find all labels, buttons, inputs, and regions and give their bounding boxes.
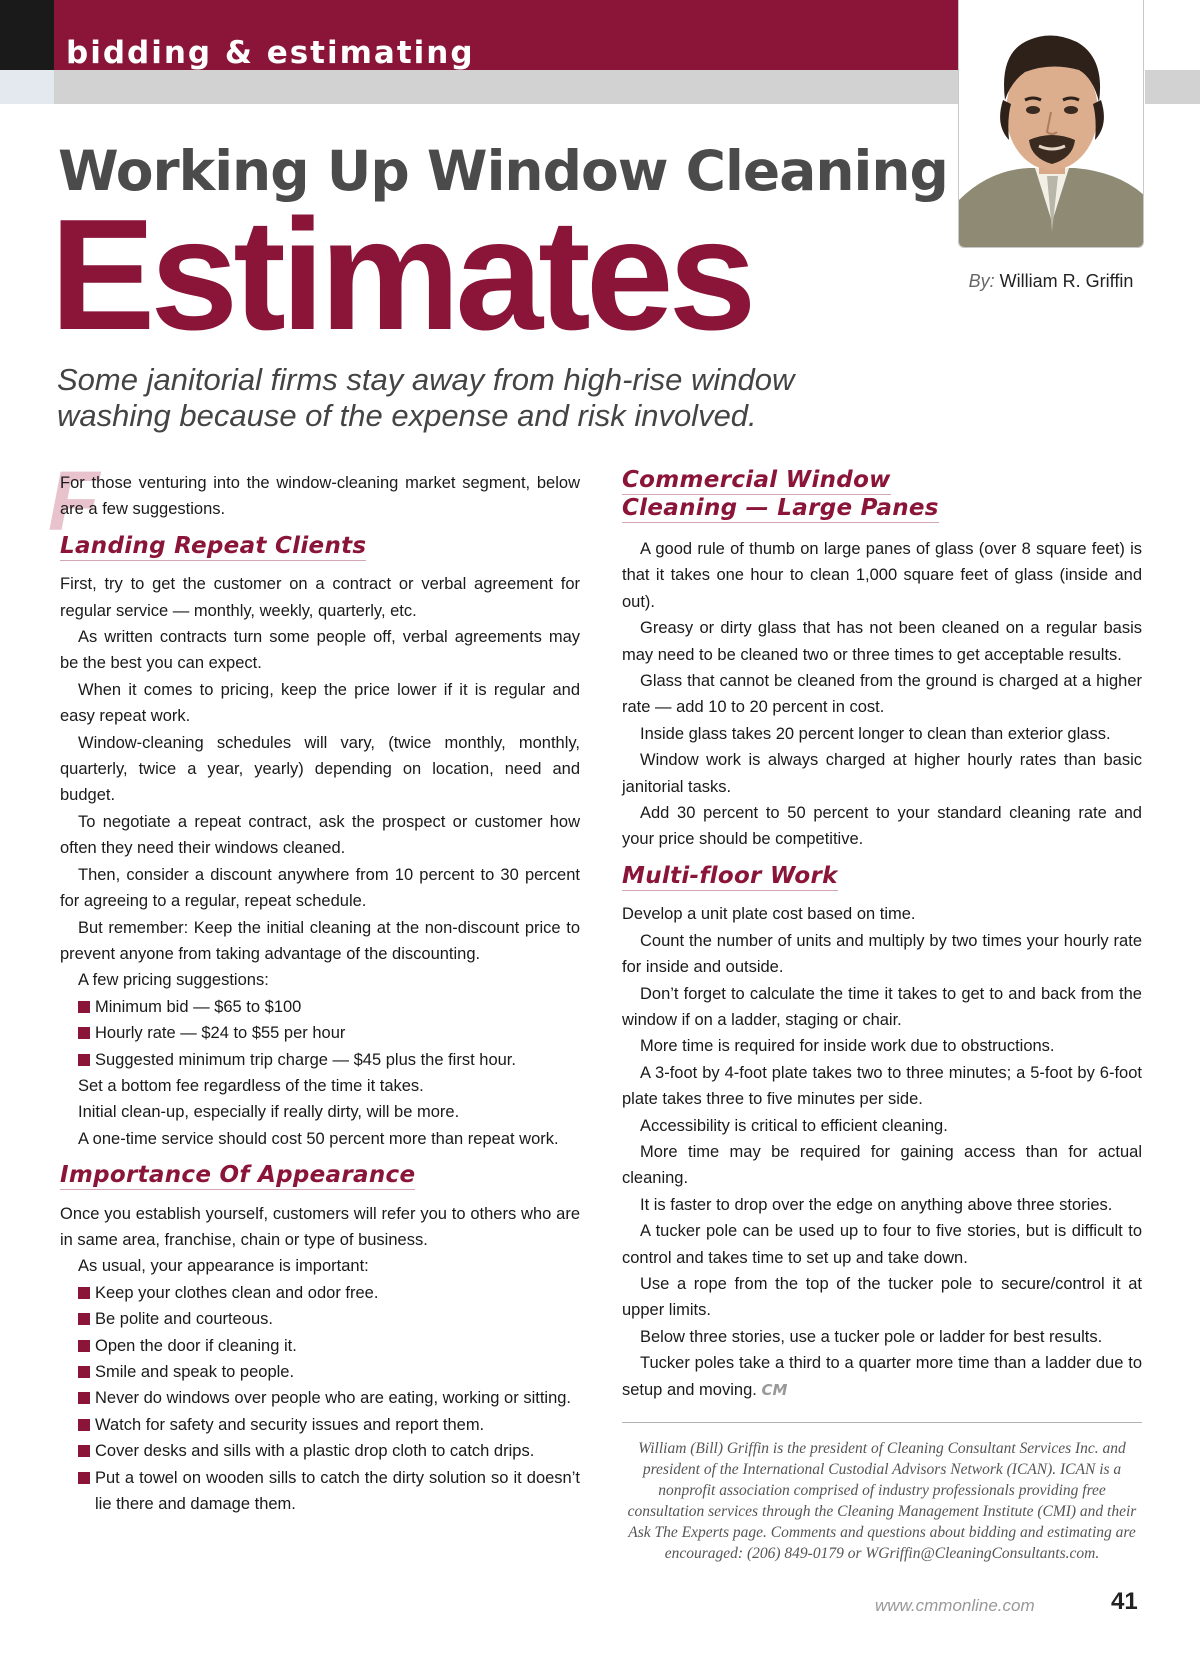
paragraph: Add 30 percent to 50 percent to your standard cleaning rate and your price should be competitive.	[622, 804, 1142, 849]
bio-divider	[622, 1422, 1142, 1423]
author-photo	[958, 0, 1144, 248]
paragraph: Window work is always charged at higher hourly rates than basic janitorial tasks.	[622, 751, 1142, 796]
paragraph: A one-time service should cost 50 percent more than repeat work.	[78, 1129, 559, 1148]
list-item: Smile and speak to people.	[78, 1359, 580, 1385]
paragraph: Develop a unit plate cost based on time.	[622, 905, 916, 924]
paragraph: Accessibility is critical to efficient cleaning.	[640, 1116, 948, 1135]
heading-text: Importance Of Appearance	[60, 1162, 416, 1189]
headline-main: Estimates	[50, 187, 752, 363]
section-label-bold: estimating	[266, 35, 475, 71]
author-portrait-image	[959, 0, 1144, 248]
pricing-list	[60, 994, 580, 1073]
paragraph: A tucker pole can be used up to four to five stories, but is difficult to control and takes time to set up and take down.	[622, 1222, 1142, 1267]
page-number: 41	[1111, 1588, 1138, 1615]
heading-importance-of-appearance	[60, 1162, 580, 1188]
paragraph: Use a rope from the top of the tucker pole to secure/control it at upper limits.	[622, 1274, 1142, 1320]
heading-multi-floor-work	[622, 863, 1142, 889]
paragraph: It is faster to drop over the edge on anything above three stories.	[640, 1195, 1113, 1214]
list-item: Cover desks and sills with a plastic drop cloth to catch drips.	[78, 1438, 580, 1464]
appearance-list	[60, 1280, 580, 1518]
paragraph: As written contracts turn some people off, verbal agreements may be the best you can expect.	[60, 628, 580, 673]
section-label	[66, 36, 475, 70]
heading-text-line1: Commercial Window	[622, 467, 891, 493]
paragraph: Window-cleaning schedules will vary, (twice monthly, monthly, quarterly, twice a year, yearly) depending on location, need and budget.	[60, 733, 580, 805]
paragraph: Below three stories, use a tucker pole or ladder for best results.	[640, 1327, 1103, 1346]
paragraph: A 3-foot by 4-foot plate takes two to three minutes; a 5-foot by 6-foot plate takes three to five minutes per side.	[622, 1063, 1142, 1109]
heading-landing-repeat-clients	[60, 533, 580, 559]
paragraph: As usual, your appearance is important:	[78, 1257, 369, 1276]
author-bio: William (Bill) Griffin is the president of Cleaning Consultant Services Inc. and president of the International Custodial Advisors Network (ICAN). ICAN is a nonprofit association comprised of industry professionals providing free consultation services through the Cleaning Management Institute (CMI) and their Ask The Experts page. Comments and questions about bidding and estimating are encouraged: (206) 849-0179 or WGriffin@CleaningConsultants.com.	[627, 1440, 1137, 1562]
paragraph: More time may be required for gaining access than for actual cleaning.	[622, 1142, 1142, 1188]
section-label-light: bidding &	[66, 35, 267, 71]
byline-prefix: By:	[968, 271, 995, 291]
header-gray-bar	[0, 70, 958, 104]
paragraph: Then, consider a discount anywhere from 10 percent to 30 percent for agreeing to a regular, repeat schedule.	[60, 865, 580, 911]
paragraph: Don’t forget to calculate the time it takes to get to and back from the window if on a ladder, staging or chair.	[622, 984, 1142, 1029]
footer-url: www.cmmonline.com	[875, 1596, 1035, 1615]
paragraph: When it comes to pricing, keep the price lower if it is regular and easy repeat work.	[60, 680, 580, 726]
left-column	[48, 454, 580, 1517]
list-item: Put a towel on wooden sills to catch the dirty solution so it doesn’t lie there and damage them.	[78, 1465, 580, 1518]
list-item: Open the door if cleaning it.	[78, 1333, 580, 1359]
list-item: Watch for safety and security issues and report them.	[78, 1412, 580, 1438]
paragraph: But remember: Keep the initial cleaning at the non-discount price to prevent anyone from taking advantage of the discounting.	[60, 918, 580, 963]
end-mark: CM	[761, 1380, 788, 1399]
corner-block	[0, 0, 54, 70]
list-item: Never do windows over people who are eating, working or sitting.	[78, 1385, 580, 1411]
byline	[958, 271, 1144, 292]
paragraph: First, try to get the customer on a contract or verbal agreement for regular service — monthly, weekly, quarterly, etc.	[60, 575, 580, 620]
paragraph-last	[622, 1350, 1142, 1403]
paragraph: Glass that cannot be cleaned from the ground is charged at a higher rate — add 10 to 20 percent in cost.	[622, 672, 1142, 717]
paragraph: To negotiate a repeat contract, ask the prospect or customer how often they need their windows cleaned.	[60, 812, 580, 858]
paragraph: Inside glass takes 20 percent longer to clean than exterior glass.	[640, 724, 1111, 743]
paragraph: Greasy or dirty glass that has not been cleaned on a regular basis may need to be cleaned two or three times to get acceptable results.	[622, 619, 1142, 664]
paragraph: A good rule of thumb on large panes of glass (over 8 square feet) is that it takes one hour to clean 1,000 square feet of glass (inside and out).	[622, 540, 1142, 611]
paragraph: More time is required for inside work due to obstructions.	[640, 1037, 1055, 1056]
heading-text: Multi-floor Work	[622, 862, 838, 889]
byline-name: William R. Griffin	[999, 271, 1134, 291]
article-deck: Some janitorial firms stay away from high-rise window washing because of the expense and risk involved.	[57, 362, 795, 433]
paragraph: A few pricing suggestions:	[78, 971, 269, 990]
paragraph: Once you establish yourself, customers will refer you to others who are in same area, franchise, chain or type of business.	[60, 1204, 580, 1249]
header-gray-bar-right	[1145, 70, 1200, 104]
list-item: Keep your clothes clean and odor free.	[78, 1280, 580, 1306]
paragraph-text: Tucker poles take a third to a quarter more time than a ladder due to setup and moving.	[622, 1354, 1142, 1399]
paragraph: Set a bottom fee regardless of the time it takes.	[78, 1076, 424, 1095]
right-column	[622, 466, 1142, 1403]
paragraph: Initial clean-up, especially if really dirty, will be more.	[78, 1103, 460, 1122]
list-item: Suggested minimum trip charge — $45 plus the first hour.	[78, 1047, 580, 1073]
intro-paragraph: For those venturing into the window-cleaning market segment, below are a few suggestions.	[60, 474, 580, 519]
list-item: Be polite and courteous.	[78, 1306, 580, 1332]
corner-light-block	[0, 70, 54, 104]
heading-text: Landing Repeat Clients	[60, 532, 367, 559]
heading-commercial-window-cleaning	[622, 466, 1142, 522]
drop-cap: F	[48, 454, 100, 548]
heading-text-line2: Cleaning — Large Panes	[622, 495, 939, 521]
paragraph: Count the number of units and multiply by two times your hourly rate for inside and outside.	[622, 931, 1142, 977]
list-item: Hourly rate — $24 to $55 per hour	[78, 1020, 580, 1046]
list-item: Minimum bid — $65 to $100	[78, 994, 580, 1020]
headline-kicker: Working Up Window Cleaning	[58, 139, 948, 203]
